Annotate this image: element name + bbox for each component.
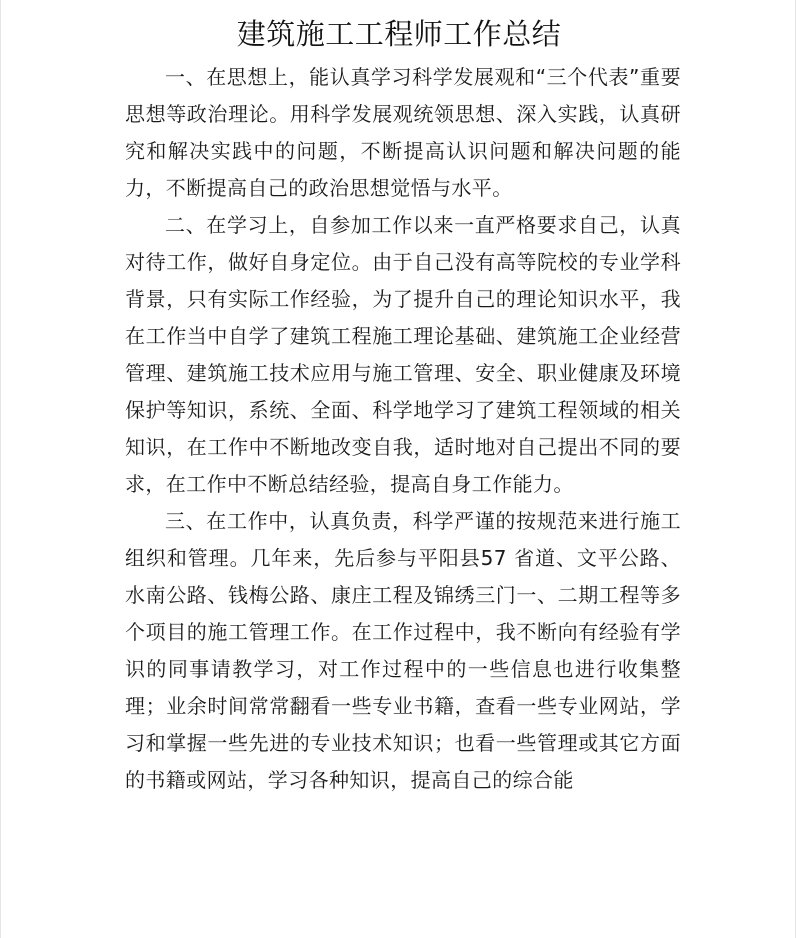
document-body: [125, 59, 681, 799]
paragraph-thought: 一、在思想上，能认真学习科学发展观和“三个代表”重要思想等政治理论。用科学发展观统领思想、深入实践，认真研究和解决实践中的问题，不断提高认识问题和解决问题的能力，不断提高自己的政治思想觉悟与水平。: [125, 65, 681, 200]
paragraph-study: 二、在学习上，自参加工作以来一直严格要求自己，认真对待工作，做好自身定位。由于自己没有高等院校的专业学科背景，只有实际工作经验，为了提升自己的理论知识水平，我在工作当中自学了建筑工程施工理论基础、建筑施工企业经营管理、建筑施工技术应用与施工管理、安全、职业健康及环境保护等知识，系统、全面、科学地学习了建筑工程领域的相关知识，在工作中不断地改变自我，适时地对自己提出不同的要求，在工作中不断总结经验，提高自身工作能力。: [125, 213, 681, 496]
document-title: 建筑施工工程师工作总结: [236, 17, 562, 51]
paragraph-work: 三、在工作中，认真负责，科学严谨的按规范来进行施工组织和管理。几年来，先后参与平阳县57 省道、文平公路、水南公路、钱梅公路、康庄工程及锦绣三门一、二期工程等多个项目的施工管理工作。在工作过程中，我不断向有经验有学识的同事请教学习，对工作过程中的一些信息也进行收集整理；业余时间常常翻看一些专业书籍，查看一些专业网站，学习和掌握一些先进的专业技术知识；也看一些管理或其它方面的书籍或网站，学习各种知识，提高自己的综合能: [125, 509, 681, 792]
